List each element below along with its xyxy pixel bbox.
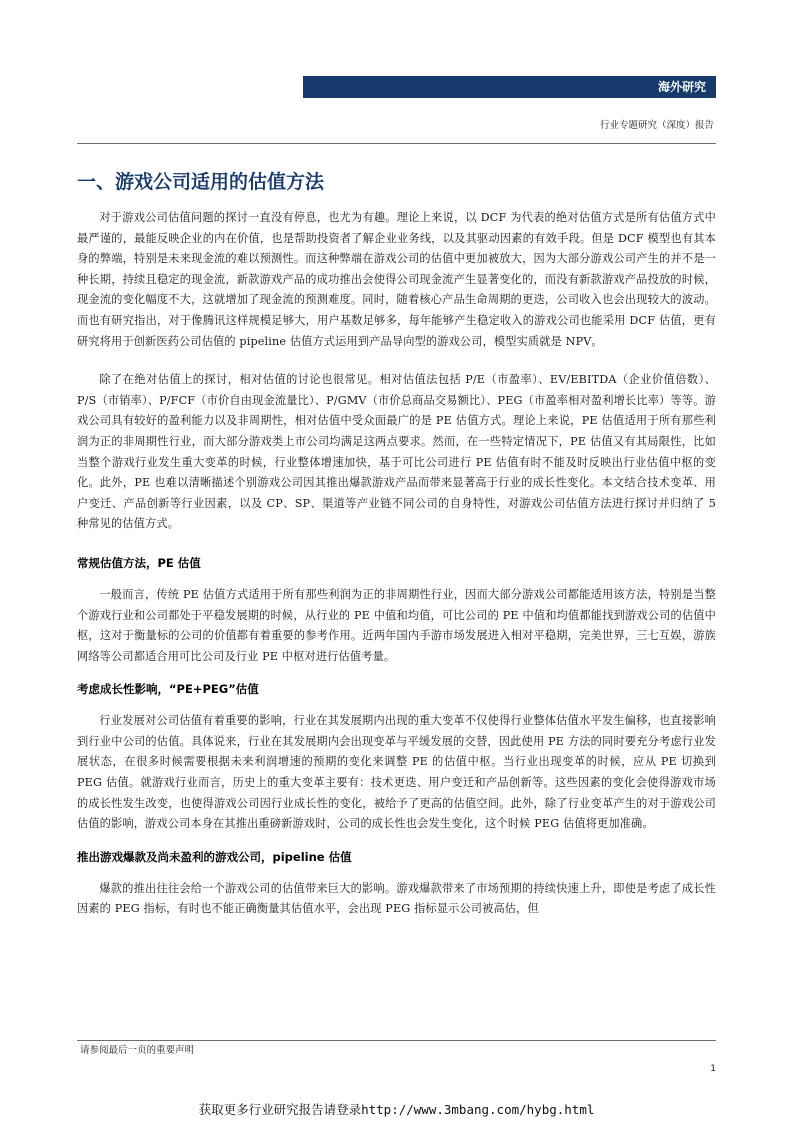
paragraph-spacer [77, 835, 716, 847]
header-divider [77, 143, 716, 144]
subheading-peg: 考虑成长性影响，“PE+PEG”估值 [77, 682, 259, 697]
paragraph-peg: 行业发展对公司估值有着重要的影响，行业在其发展期内出现的重大变革不仅使得行业整体估值水平发生偏移，也直接影响到行业中公司的估值。具体说来，行业在其发展期内会出现变革与平缓发展的交替，因此使用 PE 方法的同时要充分考虑行业发展状态，在很多时候需要根据未来利润增速的预期的变化来调整 PE 的估值中枢。当行业出现变革的时候，应从 PE 切换到 PEG 估值。就游戏行业而言，历史上的重大变革主要有：技术更迭、用户变迁和产品创新等。这些因素的变化会使得游戏市场的成长性发生改变，也使得游戏公司因行业成长性的变化，被给予了更高的估值空间。此外，除了行业变革产生的对于游戏公司估值的影响，游戏公司本身在其推出重磅新游戏时，公司的成长性也会发生变化，这个时候 PEG 估值将更加准确。 [77, 714, 716, 831]
report-type-label: 行业专题研究（深度）报告 [599, 120, 714, 131]
paragraph-spacer [77, 535, 716, 553]
paragraph-spacer [77, 667, 716, 679]
paragraph-spacer [77, 867, 716, 879]
section-title: 一、游戏公司适用的估值方法 [77, 171, 325, 193]
paragraph-spacer [77, 699, 716, 711]
paragraph-pipeline: 爆款的推出往往会给一个游戏公司的估值带来巨大的影响。游戏爆款带来了市场预期的持续快速上升，即使是考虑了成长性因素的 PEG 指标，有时也不能正确衡量其估值水平，会出现 PEG 指标显示公司被高估，但 [77, 881, 716, 916]
footer-divider [77, 1040, 716, 1041]
page-number: 1 [710, 1064, 716, 1074]
header-banner: 海外研究 [303, 76, 716, 98]
disclaimer-note: 请参阅最后一页的重要声明 [80, 1045, 195, 1056]
subheading-pipeline: 推出游戏爆款及尚未盈利的游戏公司，pipeline 估值 [77, 849, 352, 864]
main-content [77, 168, 716, 920]
paragraph-spacer [77, 352, 716, 370]
paragraph-relative-valuation: 除了在绝对估值上的探讨，相对估值的讨论也很常见。相对估值法包括 P/E（市盈率）、EV/EBITDA（企业价值倍数）、P/S（市销率）、P/FCF（市价自由现金流量比）、P/GMV（市价总商品交易额比）、PEG（市盈率相对盈利增长比率）等等。游戏公司具有较好的盈利能力以及非周期性，相对估值中受众面最广的是 PE 估值方式。理论上来说，PE 估值适用于所有那些利润为正的非周期性行业，而大部分游戏类上市公司均满足这两点要求。然而，在一些特定情况下，PE 估值又有其局限性，比如当整个游戏行业发生重大变革的时候，行业整体增速加快，基于可比公司进行 PE 估值有时不能及时反映出行业估值中枢的变化。此外，PE 也难以清晰描述个别游戏公司因其推出爆款游戏产品而带来显著高于行业的成长性变化。本文结合技术变革、用户变迁、产品创新等行业因素，以及 CP、SP、渠道等产业链不同公司的自身特性，对游戏公司估值方法进行探讨并归纳了 5 种常见的估值方式。 [77, 373, 716, 531]
paragraph-spacer [77, 573, 716, 585]
subheading-pe: 常规估值方法，PE 估值 [77, 555, 201, 570]
paragraph-pe: 一般而言，传统 PE 估值方式适用于所有那些利润为正的非周期性行业，因而大部分游戏公司都能适用该方法，特别是当整个游戏行业和公司都处于平稳发展期的时候，从行业的 PE 中值和均值，可比公司的 PE 中值和均值都能找到游戏公司的估值中枢，这对于衡量标的公司的价值都有着重要的参考作用。近两年国内手游市场发展进入相对平稳期，完美世界，三七互娱，游族网络等公司都适合用可比公司及行业 PE 中枢对进行估值考量。 [77, 587, 716, 663]
paragraph-absolute-valuation: 对于游戏公司估值问题的探讨一直没有停息，也尤为有趣。理论上来说，以 DCF 为代表的绝对估值方式是所有估值方式中最严谨的，最能反映企业的内在价值，也是帮助投资者了解企业业务线，以及其驱动因素的有效手段。但是 DCF 模型也有其本身的弊端，特别是未来现金流的难以预测性。而这种弊端在游戏公司的估值中更加被放大，因为大部分游戏公司产生的并不是一种长期，持续且稳定的现金流，新款游戏产品的成功推出会使得公司现金流产生显著变化的，而没有新款游戏产品投放的时候，现金流的变化幅度不大，这就增加了现金流的预测难度。同时，随着核心产品生命周期的更迭，公司收入也会出现较大的波动。而也有研究指出，对于像腾讯这样规模足够大，用户基数足够多，每年能够产生稳定收入的游戏公司也能采用 DCF 估值，更有研究将用于创新医药公司估值的 pipeline 估值方式运用到产品导向型的游戏公司，模型实质就是 NPV。 [77, 211, 716, 348]
download-link-text[interactable]: 获取更多行业研究报告请登录http://www.3mbang.com/hybg.html [198, 1102, 595, 1117]
